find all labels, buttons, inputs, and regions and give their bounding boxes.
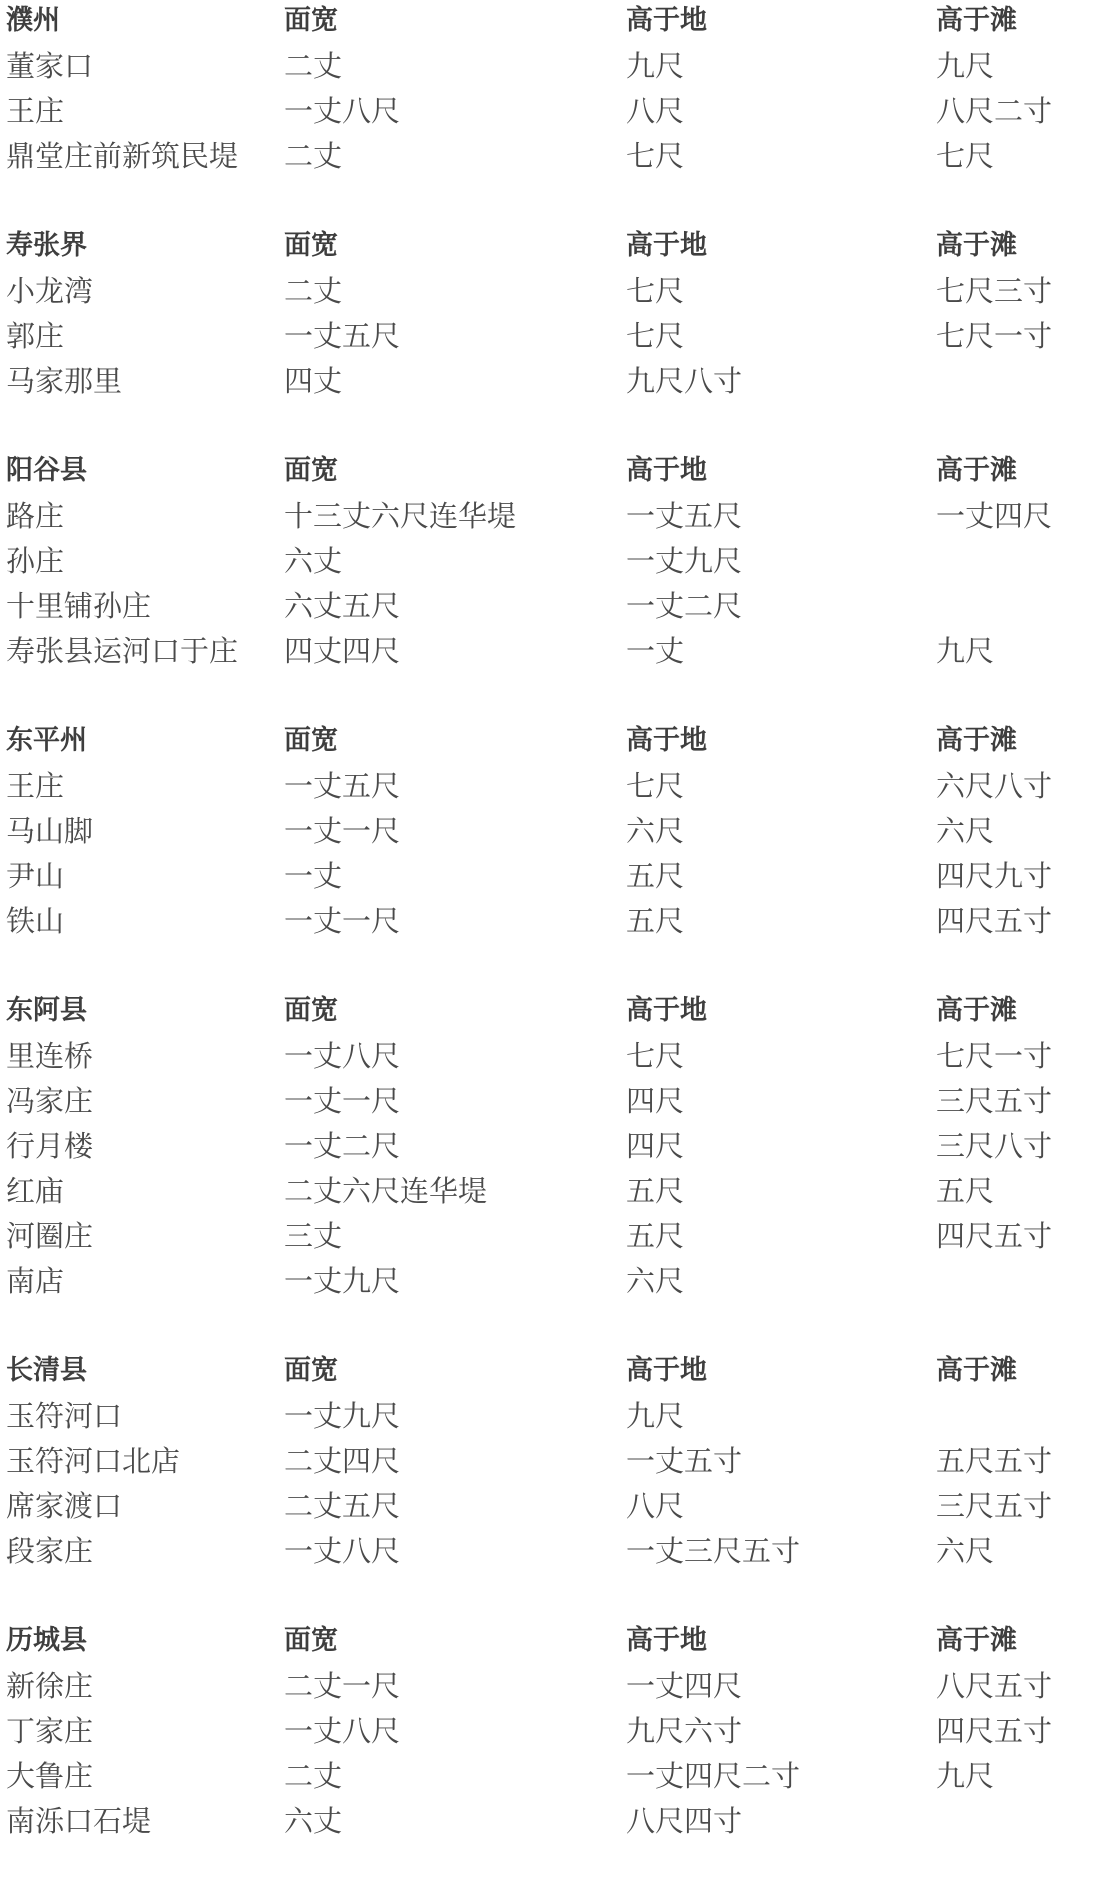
table-row <box>6 1035 1086 1080</box>
header-height-ground: 高于地 <box>626 1355 707 1386</box>
height-ground-cell: 一丈二尺 <box>626 589 743 623</box>
section-region-name: 阳谷县 <box>6 455 87 486</box>
width-cell: 一丈九尺 <box>284 1264 401 1298</box>
height-shoal-cell <box>936 360 1086 405</box>
height-ground-cell: 四尺 <box>626 1129 685 1163</box>
height-shoal-cell: 九尺 <box>936 634 995 668</box>
location-cell: 马家那里 <box>6 364 123 398</box>
height-shoal-cell: 五尺 <box>936 1174 995 1208</box>
width-cell: 一丈二尺 <box>284 1129 401 1163</box>
location-cell: 尹山 <box>6 859 65 893</box>
height-shoal-cell: 三尺八寸 <box>936 1129 1053 1163</box>
location-cell: 路庄 <box>6 499 65 533</box>
height-ground-cell: 九尺 <box>626 1399 685 1433</box>
width-cell: 一丈一尺 <box>284 1084 401 1118</box>
height-ground-cell: 五尺 <box>626 1219 685 1253</box>
height-ground-cell: 九尺 <box>626 49 685 83</box>
table-row <box>6 1440 1086 1485</box>
table-row <box>6 900 1086 945</box>
height-shoal-cell: 六尺八寸 <box>936 769 1053 803</box>
section-region-name: 长清县 <box>6 1355 87 1386</box>
height-ground-cell: 一丈五尺 <box>626 499 743 533</box>
height-shoal-cell: 四尺五寸 <box>936 1714 1053 1748</box>
header-height-shoal: 高于滩 <box>936 230 1017 261</box>
table-row <box>6 1710 1086 1755</box>
height-shoal-cell: 六尺 <box>936 814 995 848</box>
height-ground-cell: 八尺 <box>626 94 685 128</box>
width-cell: 二丈 <box>284 139 343 173</box>
width-cell: 四丈 <box>284 364 343 398</box>
header-width: 面宽 <box>284 1625 338 1656</box>
location-cell: 玉符河口北店 <box>6 1444 181 1478</box>
location-cell: 铁山 <box>6 904 65 938</box>
section-region-name: 历城县 <box>6 1625 87 1656</box>
height-ground-cell: 九尺八寸 <box>626 364 743 398</box>
table-row <box>6 315 1086 360</box>
table-row <box>6 855 1086 900</box>
height-shoal-cell: 四尺九寸 <box>936 859 1053 893</box>
table-row <box>6 1530 1086 1575</box>
width-cell: 六丈五尺 <box>284 589 401 623</box>
location-cell: 行月楼 <box>6 1129 94 1163</box>
height-shoal-cell <box>936 585 1086 630</box>
table-row <box>6 1395 1086 1440</box>
height-shoal-cell: 九尺 <box>936 1759 995 1793</box>
header-height-ground: 高于地 <box>626 230 707 261</box>
section-header-row <box>6 1620 1086 1665</box>
header-height-shoal: 高于滩 <box>936 5 1017 36</box>
width-cell: 一丈八尺 <box>284 1534 401 1568</box>
section <box>6 450 1086 675</box>
height-shoal-cell: 三尺五寸 <box>936 1084 1053 1118</box>
table-row <box>6 1755 1086 1800</box>
table-row <box>6 810 1086 855</box>
height-ground-cell: 九尺六寸 <box>626 1714 743 1748</box>
location-cell: 新徐庄 <box>6 1669 94 1703</box>
width-cell: 二丈五尺 <box>284 1489 401 1523</box>
height-shoal-cell: 三尺五寸 <box>936 1489 1053 1523</box>
height-ground-cell: 一丈三尺五寸 <box>626 1534 801 1568</box>
width-cell: 四丈四尺 <box>284 634 401 668</box>
height-ground-cell: 一丈五寸 <box>626 1444 743 1478</box>
height-shoal-cell: 四尺五寸 <box>936 904 1053 938</box>
section-header-row <box>6 450 1086 495</box>
location-cell: 大鲁庄 <box>6 1759 94 1793</box>
header-height-ground: 高于地 <box>626 725 707 756</box>
width-cell: 六丈 <box>284 544 343 578</box>
header-height-shoal: 高于滩 <box>936 1355 1017 1386</box>
section <box>6 1350 1086 1575</box>
table-row <box>6 45 1086 90</box>
height-ground-cell: 七尺 <box>626 139 685 173</box>
table-row <box>6 1080 1086 1125</box>
height-shoal-cell: 八尺五寸 <box>936 1669 1053 1703</box>
section-region-name: 东平州 <box>6 725 87 756</box>
location-cell: 南泺口石堤 <box>6 1804 152 1838</box>
location-cell: 马山脚 <box>6 814 94 848</box>
width-cell: 六丈 <box>284 1804 343 1838</box>
table-row <box>6 270 1086 315</box>
height-ground-cell: 六尺 <box>626 1264 685 1298</box>
width-cell: 二丈 <box>284 274 343 308</box>
width-cell: 二丈六尺连华堤 <box>284 1174 488 1208</box>
location-cell: 河圈庄 <box>6 1219 94 1253</box>
location-cell: 段家庄 <box>6 1534 94 1568</box>
width-cell: 二丈 <box>284 1759 343 1793</box>
table-row <box>6 1485 1086 1530</box>
table-row <box>6 90 1086 135</box>
location-cell: 丁家庄 <box>6 1714 94 1748</box>
height-shoal-cell: 七尺一寸 <box>936 319 1053 353</box>
height-shoal-cell <box>936 1800 1086 1845</box>
table-row <box>6 1260 1086 1305</box>
section-header-row <box>6 225 1086 270</box>
location-cell: 席家渡口 <box>6 1489 123 1523</box>
height-shoal-cell <box>936 1260 1086 1305</box>
height-shoal-cell <box>936 540 1086 585</box>
location-cell: 郭庄 <box>6 319 65 353</box>
height-ground-cell: 一丈四尺二寸 <box>626 1759 801 1793</box>
height-ground-cell: 八尺四寸 <box>626 1804 743 1838</box>
width-cell: 一丈一尺 <box>284 904 401 938</box>
location-cell: 玉符河口 <box>6 1399 123 1433</box>
location-cell: 小龙湾 <box>6 274 94 308</box>
height-shoal-cell: 九尺 <box>936 49 995 83</box>
height-shoal-cell: 六尺 <box>936 1534 995 1568</box>
header-height-ground: 高于地 <box>626 5 707 36</box>
header-height-shoal: 高于滩 <box>936 725 1017 756</box>
header-width: 面宽 <box>284 995 338 1026</box>
header-height-shoal: 高于滩 <box>936 995 1017 1026</box>
header-height-ground: 高于地 <box>626 455 707 486</box>
table-row <box>6 1215 1086 1260</box>
levee-table <box>6 0 1086 1890</box>
table-row <box>6 1170 1086 1215</box>
section-header-row <box>6 0 1086 45</box>
width-cell: 一丈八尺 <box>284 1714 401 1748</box>
height-ground-cell: 七尺 <box>626 769 685 803</box>
height-shoal-cell: 七尺一寸 <box>936 1039 1053 1073</box>
section-region-name: 寿张界 <box>6 230 87 261</box>
section <box>6 225 1086 405</box>
width-cell: 一丈八尺 <box>284 94 401 128</box>
height-shoal-cell <box>936 1395 1086 1440</box>
location-cell: 寿张县运河口于庄 <box>6 634 239 668</box>
height-ground-cell: 八尺 <box>626 1489 685 1523</box>
width-cell: 三丈 <box>284 1219 343 1253</box>
height-shoal-cell: 五尺五寸 <box>936 1444 1053 1478</box>
height-ground-cell: 一丈四尺 <box>626 1669 743 1703</box>
location-cell: 红庙 <box>6 1174 65 1208</box>
location-cell: 王庄 <box>6 94 65 128</box>
section-header-row <box>6 720 1086 765</box>
section-region-name: 濮州 <box>6 5 60 36</box>
height-shoal-cell: 一丈四尺 <box>936 499 1053 533</box>
location-cell: 孙庄 <box>6 544 65 578</box>
width-cell: 一丈 <box>284 859 343 893</box>
section <box>6 1620 1086 1845</box>
location-cell: 董家口 <box>6 49 94 83</box>
width-cell: 二丈四尺 <box>284 1444 401 1478</box>
table-row <box>6 630 1086 675</box>
width-cell: 一丈九尺 <box>284 1399 401 1433</box>
height-ground-cell: 一丈 <box>626 634 685 668</box>
table-row <box>6 585 1086 630</box>
header-height-ground: 高于地 <box>626 1625 707 1656</box>
table-row <box>6 540 1086 585</box>
height-ground-cell: 五尺 <box>626 904 685 938</box>
width-cell: 一丈五尺 <box>284 319 401 353</box>
height-ground-cell: 四尺 <box>626 1084 685 1118</box>
header-height-ground: 高于地 <box>626 995 707 1026</box>
height-shoal-cell: 七尺 <box>936 139 995 173</box>
header-height-shoal: 高于滩 <box>936 1625 1017 1656</box>
height-shoal-cell: 八尺二寸 <box>936 94 1053 128</box>
width-cell: 一丈八尺 <box>284 1039 401 1073</box>
table-row <box>6 765 1086 810</box>
header-width: 面宽 <box>284 1355 338 1386</box>
height-ground-cell: 六尺 <box>626 814 685 848</box>
location-cell: 南店 <box>6 1264 65 1298</box>
table-row <box>6 135 1086 180</box>
width-cell: 十三丈六尺连华堤 <box>284 499 517 533</box>
height-ground-cell: 七尺 <box>626 274 685 308</box>
width-cell: 一丈五尺 <box>284 769 401 803</box>
location-cell: 王庄 <box>6 769 65 803</box>
table-row <box>6 1125 1086 1170</box>
section-header-row <box>6 990 1086 1035</box>
header-width: 面宽 <box>284 5 338 36</box>
location-cell: 里连桥 <box>6 1039 94 1073</box>
location-cell: 鼎堂庄前新筑民堤 <box>6 139 239 173</box>
section-region-name: 东阿县 <box>6 995 87 1026</box>
section <box>6 990 1086 1305</box>
width-cell: 二丈 <box>284 49 343 83</box>
height-ground-cell: 五尺 <box>626 859 685 893</box>
header-height-shoal: 高于滩 <box>936 455 1017 486</box>
location-cell: 冯家庄 <box>6 1084 94 1118</box>
height-shoal-cell: 七尺三寸 <box>936 274 1053 308</box>
width-cell: 二丈一尺 <box>284 1669 401 1703</box>
height-ground-cell: 七尺 <box>626 319 685 353</box>
table-row <box>6 360 1086 405</box>
height-ground-cell: 五尺 <box>626 1174 685 1208</box>
location-cell: 十里铺孙庄 <box>6 589 152 623</box>
header-width: 面宽 <box>284 725 338 756</box>
header-width: 面宽 <box>284 455 338 486</box>
table-row <box>6 495 1086 540</box>
height-ground-cell: 一丈九尺 <box>626 544 743 578</box>
section-header-row <box>6 1350 1086 1395</box>
height-shoal-cell: 四尺五寸 <box>936 1219 1053 1253</box>
table-row <box>6 1800 1086 1845</box>
header-width: 面宽 <box>284 230 338 261</box>
table-row <box>6 1665 1086 1710</box>
height-ground-cell: 七尺 <box>626 1039 685 1073</box>
width-cell: 一丈一尺 <box>284 814 401 848</box>
section <box>6 720 1086 945</box>
section <box>6 0 1086 180</box>
